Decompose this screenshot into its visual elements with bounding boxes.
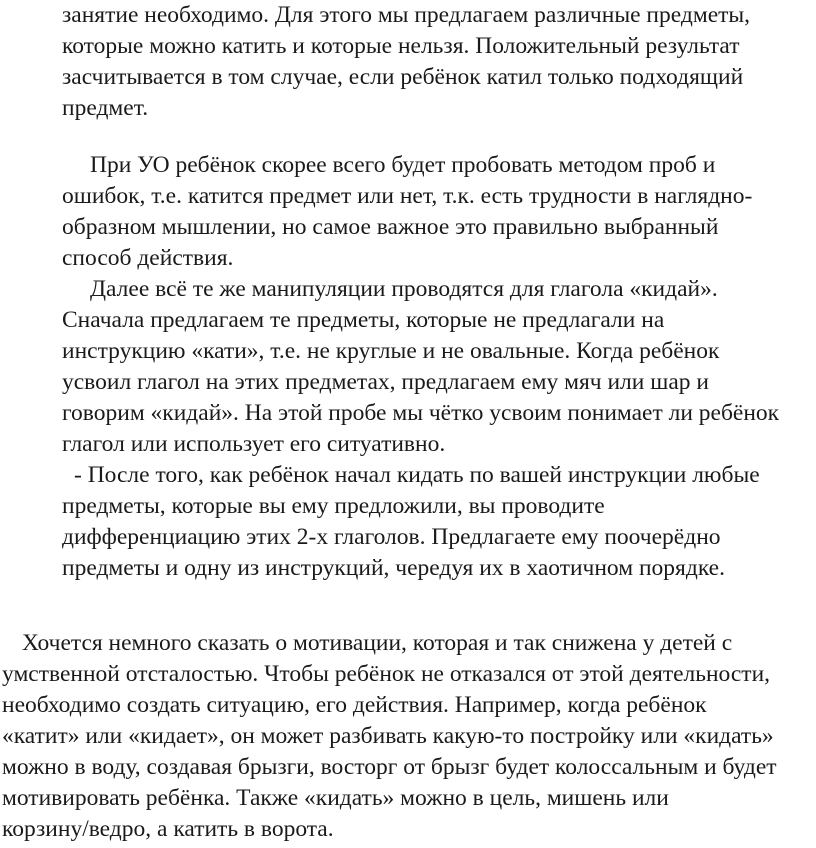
text-line: которые можно катить и которые нельзя. Положительный результат: [62, 33, 740, 59]
text-line: дифференциацию этих 2-х глаголов. Предлагаете ему поочерёдно: [62, 524, 721, 550]
text-line: образном мышлении, но самое важное это правильно выбранный: [62, 214, 719, 240]
text-line: Сначала предлагаем те предметы, которые не предлагали на: [62, 307, 665, 333]
text-line: говорим «кидай». На этой пробе мы чётко усвоим понимает ли ребёнок: [62, 400, 780, 426]
text-line: предметы, которые вы ему предложили, вы проводите: [62, 493, 605, 519]
text-line: умственной отсталостью. Чтобы ребёнок не отказался от этой деятельности,: [2, 661, 771, 687]
text-line: предметы и одну из инструкций, чередуя их в хаотичном порядке.: [62, 555, 725, 581]
text-line: корзину/ведро, а катить в ворота.: [2, 816, 334, 842]
text-line: Хочется немного сказать о мотивации, которая и так снижена у детей с: [22, 630, 733, 656]
text-line: засчитывается в том случае, если ребёнок катил только подходящий: [62, 64, 744, 90]
text-line: усвоил глагол на этих предметах, предлагаем ему мяч или шар и: [62, 369, 709, 395]
text-line: предмет.: [62, 95, 149, 121]
text-line: мотивировать ребёнка. Также «кидать» можно в цель, мишень или: [2, 785, 669, 811]
text-line: способ действия.: [62, 245, 234, 271]
text-line: можно в воду, создавая брызги, восторг от брызг будет колоссальным и будет: [2, 754, 777, 780]
text-line: глагол или использует его ситуативно.: [62, 431, 446, 457]
text-line: ошибок, т.е. катится предмет или нет, т.к. есть трудности в наглядно-: [62, 183, 753, 209]
text-line: инструкцию «кати», т.е. не круглые и не овальные. Когда ребёнок: [62, 338, 720, 364]
text-line: При УО ребёнок скорее всего будет пробовать методом проб и: [90, 152, 716, 178]
text-line: - После того, как ребёнок начал кидать по вашей инструкции любые: [74, 462, 760, 488]
text-line: необходимо создать ситуацию, его действия. Например, когда ребёнок: [2, 692, 707, 718]
text-line: занятие необходимо. Для этого мы предлагаем различные предметы,: [62, 2, 751, 28]
text-line: Далее всё те же манипуляции проводятся для глагола «кидай».: [90, 276, 718, 302]
text-line: «катит» или «кидает», он может разбивать какую-то постройку или «кидать»: [2, 723, 774, 749]
